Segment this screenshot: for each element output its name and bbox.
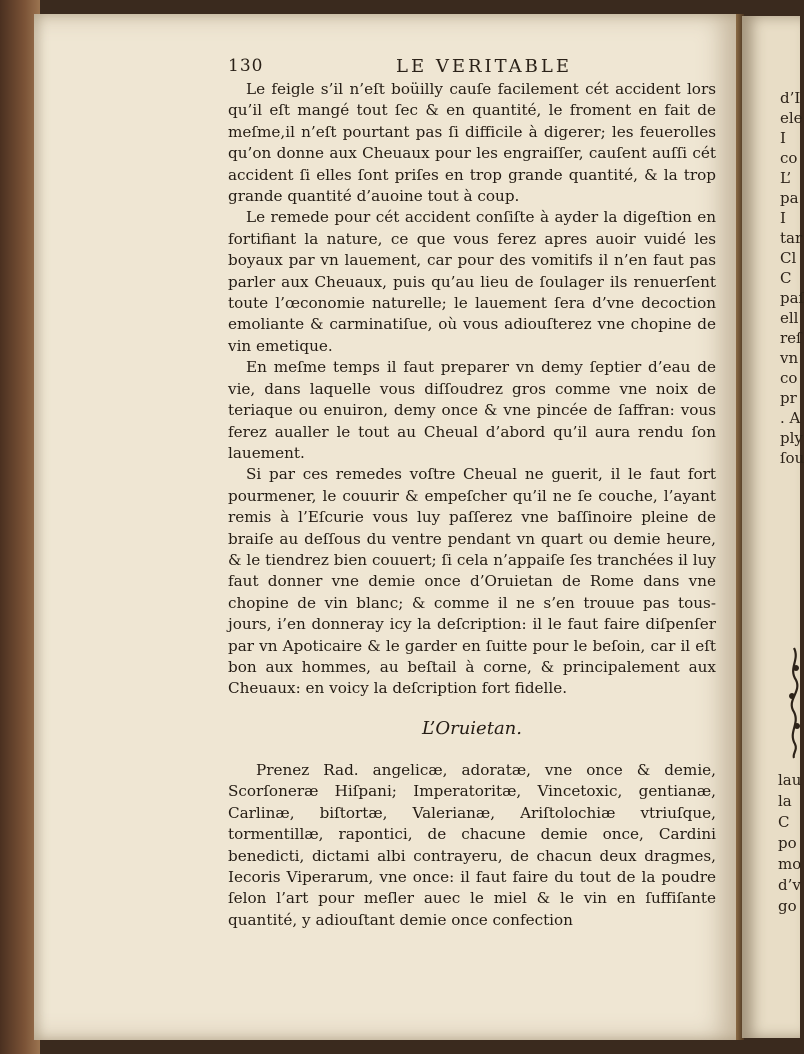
facing-page-line: co bbox=[780, 369, 798, 387]
facing-page-line: . A bbox=[780, 409, 801, 427]
facing-page-line: vn bbox=[780, 349, 799, 367]
facing-page-text-lower bbox=[778, 770, 802, 917]
facing-page-line: co bbox=[780, 149, 798, 167]
paragraph-2: Le remede pour cét accident conſiſte à ayder la digeſtion en fortifiant la nature, ce que vous ferez apres auoir vuidé les boyaux par vn lauement, car pour des vomitifs il n’en faut pas parler aux Cheuaux, puis qu’au lieu de ſoulager ils renuerſent toute l’œconomie naturelle; le lauement ſera d’vne decoction emoliante & carminatiſue, où vous adiouſterez vne chopine de vin emetique. bbox=[228, 208, 716, 355]
paragraph-1: Le feigle s’il n’eſt boüilly cauſe facilement cét accident lors qu’il eſt mangé tout ſec & en quantité, le froment en fait de meſme,il n’eſt pourtant pas ſi difficile à digerer; les feuerolles qu’on donne aux Cheuaux pour les engraiſſer, cauſent auſſi cét accident ſi elles ſont priſes en trop grande quantité, & la trop grande quantité d’auoine tout à coup. bbox=[228, 80, 716, 206]
facing-page-line: I bbox=[780, 209, 786, 227]
facing-page-line: L’ bbox=[780, 169, 792, 187]
ornament-icon bbox=[786, 648, 802, 758]
facing-page-line: C bbox=[780, 269, 792, 287]
facing-page-line: po bbox=[778, 834, 797, 852]
facing-page-line: tar bbox=[780, 229, 803, 247]
facing-page-line: d’I bbox=[780, 89, 801, 107]
facing-page-line: paſ bbox=[780, 289, 804, 307]
facing-page-line: la bbox=[778, 792, 792, 810]
recipe-text bbox=[228, 760, 716, 931]
page-header-title: LE VERITABLE bbox=[396, 56, 572, 77]
paragraph-4: Si par ces remedes voſtre Cheual ne guerit, il le faut fort pourmener, le couurir & empeſcher qu’il ne ſe couche, l’ayant remis à l’Eſcurie vous luy paſſerez vne baſſinoire pleine de braiſe au deſſous du ventre pendant vn quart ou demie heure, & le tiendrez bien couuert; ſi cela n’appaiſe ſes tranchées il luy faut donner vne demie once d’Oruietan de Rome dans vne chopine de vin blanc; & comme il ne s’en trouue pas tous-jours, i’en donneray icy la deſcription: il le faut faire diſpenſer par vn Apoticaire & le garder en ſuitte pour le beſoin, car il eſt bon aux hommes, au beſtail à corne, & principalement aux Cheuaux: en voicy la deſcription fort fidelle. bbox=[228, 465, 716, 698]
facing-page-line: Cl bbox=[780, 249, 797, 267]
recipe-paragraph: Prenez Rad. angelicæ, adoratæ, vne once & demie, Scorſoneræ Hiſpani; Imperatoritæ, Vincetoxic, gentianæ, Carlinæ, biſtortæ, Valerianæ, Ariſtolochiæ vtriuſque, tormentillæ, rapontici, de chacune demie once, Cardini benedicti, dictami albi contrayeru, de chacun deux dragmes, Iecoris Viperarum, vne once: il faut faire du tout de la poudre ſelon l’art pour meſler auec le miel & le vin en ſuffiſante quantité, y adiouſtant demie once confection bbox=[228, 761, 716, 929]
facing-page-line: reſ bbox=[780, 329, 802, 347]
section-heading: L’Oruietan. bbox=[421, 718, 522, 739]
facing-page-line: lau bbox=[778, 771, 802, 789]
facing-page-text-upper bbox=[780, 88, 804, 468]
facing-page-line: pa bbox=[780, 189, 799, 207]
facing-page-line: ſou bbox=[780, 449, 804, 467]
facing-page-line: pr bbox=[780, 389, 797, 407]
facing-page-line: ell bbox=[780, 309, 799, 327]
facing-page-line: ele bbox=[780, 109, 803, 127]
paragraph-3: En meſme temps il faut preparer vn demy ſeptier d’eau de vie, dans laquelle vous diſſoudrez gros comme vne noix de teriaque ou enuiron, demy once & vne pincée de ſaffran: vous ferez aualler le tout au Cheual d’abord qu’il aura rendu ſon lauement. bbox=[228, 358, 716, 462]
facing-page-line: mo bbox=[778, 855, 802, 873]
body-text bbox=[228, 79, 716, 700]
facing-page bbox=[742, 16, 804, 1038]
running-head bbox=[228, 56, 628, 78]
facing-page-line: go bbox=[778, 897, 797, 915]
page-number: 130 bbox=[228, 56, 264, 76]
facing-page-line: ply bbox=[780, 429, 803, 447]
facing-page-line: d’v bbox=[778, 876, 801, 894]
facing-page-line: I bbox=[780, 129, 786, 147]
facing-page-line: C bbox=[778, 813, 790, 831]
